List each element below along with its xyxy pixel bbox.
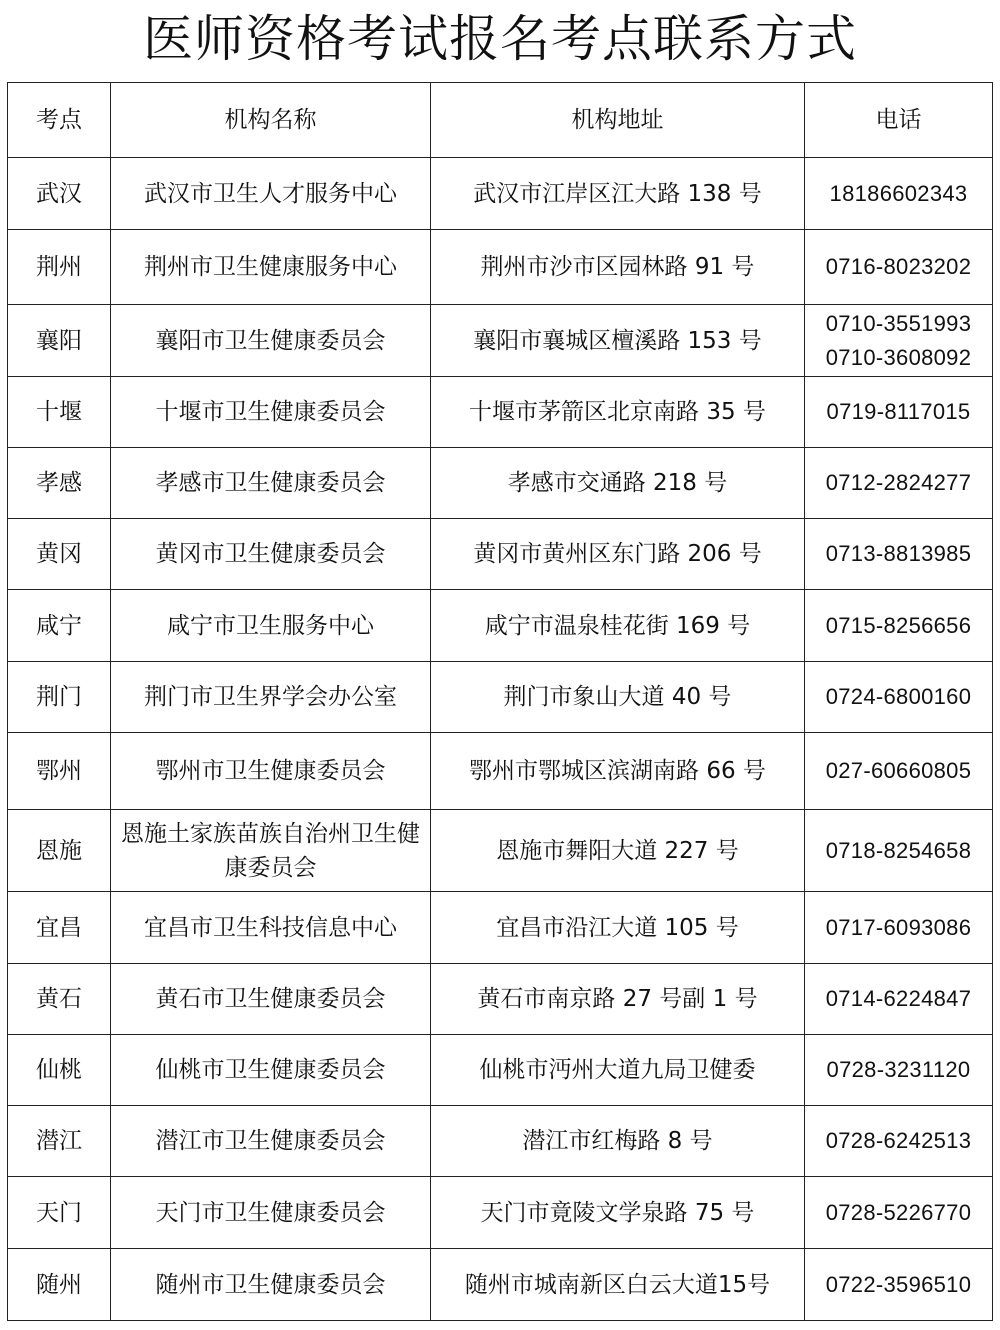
- phone-number: 0718-8254658: [825, 837, 972, 863]
- cell-org: 咸宁市卫生服务中心: [111, 590, 431, 662]
- contact-table: [7, 82, 993, 1321]
- page-title: 医师资格考试报名考点联系方式: [143, 10, 857, 68]
- cell-site: 天门: [8, 1177, 111, 1249]
- phone-number: 0728-3231120: [826, 1057, 971, 1082]
- header-address: 机构地址: [431, 83, 805, 158]
- cell-address: 荆州市沙市区园林路 91 号: [431, 230, 805, 305]
- table-header-row: [8, 83, 993, 158]
- cell-org: 武汉市卫生人才服务中心: [111, 158, 431, 230]
- cell-org: 随州市卫生健康委员会: [111, 1249, 431, 1321]
- cell-phone: [805, 1249, 993, 1321]
- table-row: [8, 892, 993, 964]
- cell-site: 荆州: [8, 230, 111, 305]
- cell-address: 随州市城南新区白云大道15号: [431, 1249, 805, 1321]
- cell-org: 仙桃市卫生健康委员会: [111, 1035, 431, 1106]
- cell-site: 潜江: [8, 1106, 111, 1177]
- cell-address: 荆门市象山大道 40 号: [431, 662, 805, 733]
- table-row: [8, 590, 993, 662]
- cell-org: 孝感市卫生健康委员会: [111, 448, 431, 519]
- cell-phone: [805, 230, 993, 305]
- table-row: [8, 305, 993, 377]
- cell-org: 荆门市卫生界学会办公室: [111, 662, 431, 733]
- phone-number: 0710-3608092: [825, 344, 972, 370]
- cell-site: 襄阳: [8, 305, 111, 377]
- table-row: [8, 230, 993, 305]
- header-org: 机构名称: [111, 83, 431, 158]
- table-row: [8, 1106, 993, 1177]
- cell-site: 武汉: [8, 158, 111, 230]
- cell-phone: [805, 810, 993, 892]
- phone-number: 0713-8813985: [825, 541, 972, 566]
- phone-number: 0716-8023202: [825, 254, 972, 279]
- cell-phone: [805, 158, 993, 230]
- header-site: 考点: [8, 83, 111, 158]
- cell-address: 宜昌市沿江大道 105 号: [431, 892, 805, 964]
- table-row: [8, 1177, 993, 1249]
- cell-site: 恩施: [8, 810, 111, 892]
- phone-number: 0719-8117015: [826, 399, 971, 424]
- phone-number: 0712-2824277: [825, 470, 972, 495]
- cell-org: 荆州市卫生健康服务中心: [111, 230, 431, 305]
- cell-org: 襄阳市卫生健康委员会: [111, 305, 431, 377]
- phone-number: 0715-8256656: [825, 612, 972, 638]
- cell-phone: [805, 1106, 993, 1177]
- cell-org: 黄冈市卫生健康委员会: [111, 519, 431, 590]
- cell-phone: [805, 892, 993, 964]
- table-row: [8, 810, 993, 892]
- cell-phone: [805, 733, 993, 810]
- cell-phone: [805, 1035, 993, 1106]
- phone-number: 0717-6093086: [825, 914, 972, 940]
- cell-address: 潜江市红梅路 8 号: [431, 1106, 805, 1177]
- cell-phone: [805, 377, 993, 448]
- cell-phone: [805, 305, 993, 377]
- table-row: [8, 519, 993, 590]
- cell-address: 襄阳市襄城区檀溪路 153 号: [431, 305, 805, 377]
- cell-phone: [805, 662, 993, 733]
- table-row: [8, 964, 993, 1035]
- table-row: [8, 1249, 993, 1321]
- table-row: [8, 377, 993, 448]
- cell-address: 恩施市舞阳大道 227 号: [431, 810, 805, 892]
- cell-site: 黄石: [8, 964, 111, 1035]
- cell-address: 孝感市交通路 218 号: [431, 448, 805, 519]
- cell-address: 仙桃市沔州大道九局卫健委: [431, 1035, 805, 1106]
- cell-org: 十堰市卫生健康委员会: [111, 377, 431, 448]
- cell-phone: [805, 964, 993, 1035]
- cell-site: 孝感: [8, 448, 111, 519]
- cell-org: 宜昌市卫生科技信息中心: [111, 892, 431, 964]
- cell-address: 咸宁市温泉桂花街 169 号: [431, 590, 805, 662]
- cell-site: 咸宁: [8, 590, 111, 662]
- phone-number: 0722-3596510: [825, 1271, 972, 1297]
- cell-address: 黄冈市黄州区东门路 206 号: [431, 519, 805, 590]
- cell-address: 鄂州市鄂城区滨湖南路 66 号: [431, 733, 805, 810]
- cell-phone: [805, 1177, 993, 1249]
- cell-org: 天门市卫生健康委员会: [111, 1177, 431, 1249]
- phone-number: 0710-3551993: [825, 310, 972, 336]
- phone-number: 0728-5226770: [825, 1199, 972, 1225]
- cell-address: 武汉市江岸区江大路 138 号: [431, 158, 805, 230]
- phone-number: 027-60660805: [825, 758, 972, 783]
- cell-address: 十堰市茅箭区北京南路 35 号: [431, 377, 805, 448]
- cell-org: 恩施土家族苗族自治州卫生健康委员会: [111, 810, 431, 892]
- table-row: [8, 733, 993, 810]
- table-row: [8, 662, 993, 733]
- header-phone: 电话: [805, 83, 993, 158]
- phone-number: 0728-6242513: [825, 1128, 972, 1153]
- cell-phone: [805, 519, 993, 590]
- table-row: [8, 448, 993, 519]
- cell-address: 天门市竟陵文学泉路 75 号: [431, 1177, 805, 1249]
- cell-site: 宜昌: [8, 892, 111, 964]
- cell-phone: [805, 590, 993, 662]
- cell-site: 十堰: [8, 377, 111, 448]
- cell-site: 荆门: [8, 662, 111, 733]
- cell-address: 黄石市南京路 27 号副 1 号: [431, 964, 805, 1035]
- cell-phone: [805, 448, 993, 519]
- cell-site: 鄂州: [8, 733, 111, 810]
- cell-site: 随州: [8, 1249, 111, 1321]
- phone-number: 18186602343: [829, 180, 968, 206]
- table-body: [8, 158, 993, 1321]
- cell-org: 黄石市卫生健康委员会: [111, 964, 431, 1035]
- cell-site: 黄冈: [8, 519, 111, 590]
- cell-org: 潜江市卫生健康委员会: [111, 1106, 431, 1177]
- table-row: [8, 1035, 993, 1106]
- cell-org: 鄂州市卫生健康委员会: [111, 733, 431, 810]
- table-row: [8, 158, 993, 230]
- phone-number: 0714-6224847: [825, 986, 972, 1011]
- cell-site: 仙桃: [8, 1035, 111, 1106]
- phone-number: 0724-6800160: [825, 684, 972, 709]
